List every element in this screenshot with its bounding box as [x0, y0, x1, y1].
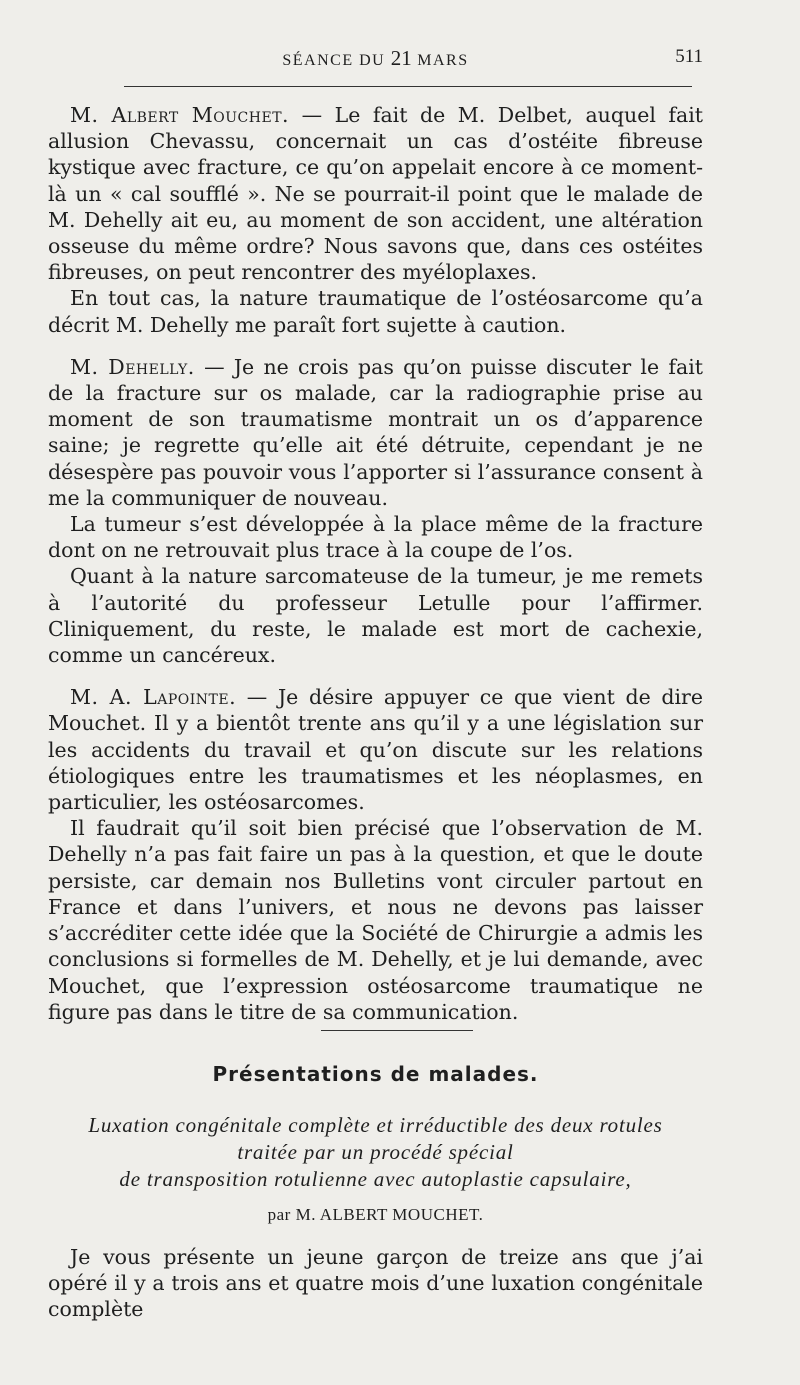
- paragraph-mouchet: [48, 102, 703, 285]
- running-title-day: 21: [390, 46, 412, 70]
- speaker-name: M. Dehelly.: [70, 354, 195, 379]
- paragraph: Je vous présente un jeune garçon de treize ans que j’ai opéré il y a trois ans et quatre mois d’une luxation congénitale complète: [48, 1245, 703, 1322]
- article-title: [48, 1112, 703, 1193]
- running-title-pre: SÉANCE DU: [282, 52, 391, 69]
- author-byline: par M. ALBERT MOUCHET.: [267, 1205, 484, 1224]
- paragraph: En tout cas, la nature traumatique de l’ostéosarcome qu’a décrit M. Dehelly me paraît fort sujette à caution.: [48, 286, 703, 337]
- paragraph-text: — Le fait de M. Delbet, auquel fait allusion Chevassu, concernait un cas d’ostéite fibreuse kystique avec fracture, ce qu’on appelait encore à ce moment-là un « cal soufflé ». Ne se pourrait-il point que le malade de M. Dehelly ait eu, au moment de son accident, une altération osseuse du même ordre? Nous savons que, dans ces ostéites fibreuses, on peut rencontrer des myéloplaxes.: [48, 103, 704, 285]
- paragraph: La tumeur s’est développée à la place même de la fracture dont on ne retrouvait plus trace à la coupe de l’os.: [48, 512, 703, 563]
- paragraph: Quant à la nature sarcomateuse de la tumeur, je me remets à l’autorité du professeur Letulle pour l’affirmer. Cliniquement, du reste, le malade est mort de cachexie, comme un cancéreux.: [48, 564, 703, 668]
- paragraph-text: — Je ne crois pas qu’on puisse discuter le fait de la fracture sur os malade, car la radiographie prise au moment de son traumatisme montrait un os d’apparence saine; je regrette qu’elle ait été détruite, cependant je ne désespère pas pouvoir vous l’apporter si l’assurance consent à me la communiquer de nouveau.: [48, 354, 703, 510]
- article-body: [48, 1244, 703, 1323]
- page-number: 511: [675, 46, 703, 67]
- header-rule: [124, 86, 692, 87]
- running-title: [48, 46, 703, 71]
- article-title-line: traitée par un procédé spécial: [237, 1140, 514, 1164]
- discussion-text: [48, 102, 703, 1025]
- section-rule: [321, 1030, 473, 1031]
- paragraph-lapointe: [48, 684, 703, 815]
- article-title-line: de transposition rotulienne avec autoplastie capsulaire,: [119, 1167, 632, 1191]
- paragraph-text: — Je désire appuyer ce que vient de dire Mouchet. Il y a bientôt trente ans qu’il y a une législation sur les accidents du travail et qu’on discute sur les relations étiologiques entre les traumatismes et les néoplasmes, en particulier, les ostéosarcomes.: [48, 685, 703, 815]
- running-title-post: MARS: [411, 52, 469, 69]
- page-header: [48, 46, 703, 70]
- speaker-name: M. A. Lapointe.: [70, 685, 237, 710]
- paragraph-dehelly: [48, 354, 703, 511]
- section-title: Présentations de malades.: [212, 1062, 539, 1086]
- speaker-name: M. Albert Mouchet.: [70, 103, 290, 127]
- paragraph: Il faudrait qu’il soit bien précisé que l’observation de M. Dehelly n’a pas fait faire un pas à la question, et que le doute persiste, car demain nos Bulletins vont circuler partout en France et dans l’univers, et nous ne devons pas laisser s’accréditer cette idée que la Société de Chirurgie a admis les conclusions si formelles de M. Dehelly, et je lui demande, avec Mouchet, que l’expression ostéosarcome traumatique ne figure pas dans le titre de sa communication.: [48, 816, 703, 1024]
- article-title-line: Luxation congénitale complète et irréductible des deux rotules: [88, 1113, 663, 1137]
